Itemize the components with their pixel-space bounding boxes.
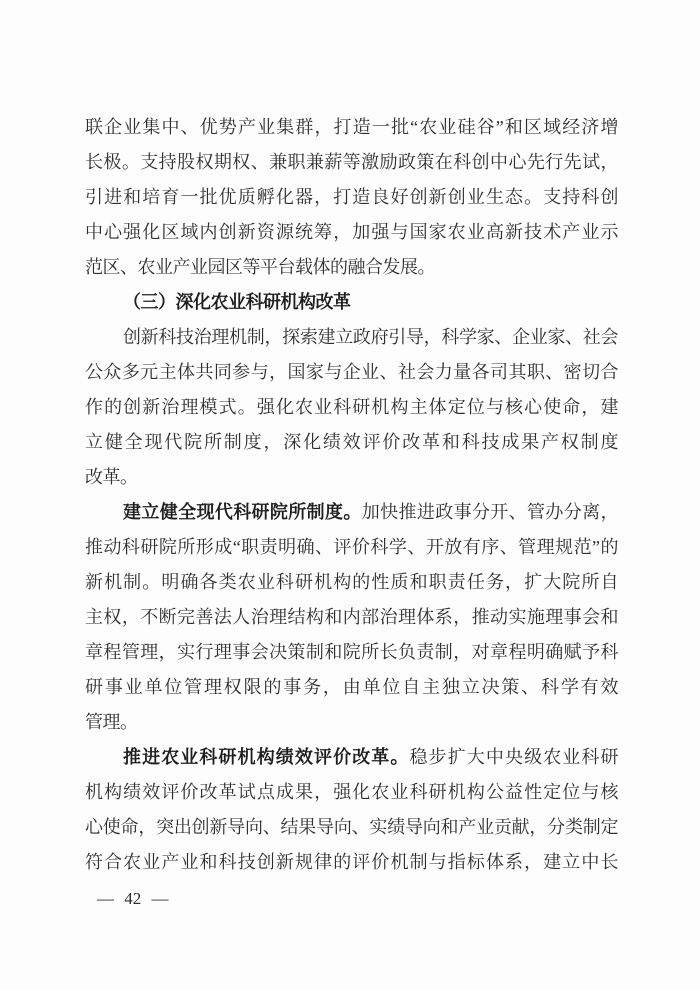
- paragraph-lead-line: [85, 495, 618, 530]
- line-text: 立健全现代院所制度，深化绩效评价改革和科技成果产权制度: [85, 432, 618, 452]
- line-text: 引进和培育一批优质孵化器，打造良好创新创业生态。支持科创: [85, 187, 618, 207]
- line-text: 符合农业产业和科技创新规律的评价机制与指标体系，建立中长: [85, 852, 618, 872]
- line-text: 加快推进政事分开、管办分离，: [361, 502, 618, 522]
- bold-lead-text: 建立健全现代科研院所制度。: [123, 502, 362, 522]
- line-text: 新机制。明确各类农业科研机构的性质和职责任务，扩大院所自: [85, 572, 618, 592]
- line-text: 主权，不断完善法人治理结构和内部治理体系，推动实施理事会和: [85, 607, 618, 627]
- text-line: [85, 390, 618, 425]
- text-line: [85, 145, 618, 180]
- line-text: 心使命，突出创新导向、结果导向、实绩导向和产业贡献，分类制定: [85, 817, 618, 837]
- line-text: 改革。: [85, 467, 138, 487]
- text-line: [85, 670, 618, 705]
- line-text: 管理。: [85, 712, 138, 732]
- line-text: 章程管理，实行理事会决策制和院所长负责制，对章程明确赋予科: [85, 642, 618, 662]
- text-line: [85, 425, 618, 460]
- line-text: 公众多元主体共同参与，国家与企业、社会力量各司其职、密切合: [85, 362, 618, 382]
- line-text: 研事业单位管理权限的事务，由单位自主独立决策、科学有效: [85, 677, 618, 697]
- line-text: 推动科研院所形成“职责明确、评价科学、开放有序、管理规范”的: [85, 537, 618, 557]
- text-line: [85, 600, 618, 635]
- line-text: 联企业集中、优势产业集群，打造一批“农业硅谷”和区域经济增: [85, 117, 618, 137]
- text-line: [85, 810, 618, 845]
- line-text: 稳步扩大中央级农业科研: [409, 747, 618, 767]
- line-text: 中心强化区域内创新资源统筹，加强与国家农业高新技术产业示: [85, 222, 618, 242]
- line-text: 机构绩效评价改革试点成果，强化农业科研机构公益性定位与核: [85, 782, 618, 802]
- text-line: [85, 355, 618, 390]
- text-line: [85, 565, 618, 600]
- text-line: [85, 110, 618, 145]
- line-text: 创新科技治理机制，探索建立政府引导，科学家、企业家、社会: [123, 327, 618, 347]
- text-line: [85, 705, 618, 740]
- text-line: [85, 320, 618, 355]
- line-text: （三）深化农业科研机构改革: [123, 292, 351, 312]
- document-text: [85, 110, 618, 880]
- text-line: [85, 250, 618, 285]
- text-line: [85, 215, 618, 250]
- text-line: [85, 460, 618, 495]
- text-line: [85, 845, 618, 880]
- bold-lead-text: 推进农业科研机构绩效评价改革。: [123, 747, 410, 767]
- text-line: [85, 180, 618, 215]
- line-text: 长极。支持股权期权、兼职兼薪等激励政策在科创中心先行先试，: [85, 152, 618, 172]
- page-number: — 42 —: [97, 889, 169, 908]
- line-text: 作的创新治理模式。强化农业科研机构主体定位与核心使命，建: [85, 397, 618, 417]
- paragraph-lead-line: [85, 740, 618, 775]
- text-line: [85, 635, 618, 670]
- text-line: [85, 530, 618, 565]
- section-heading: [85, 285, 618, 320]
- text-line: [85, 775, 618, 810]
- line-text: 范区、农业产业园区等平台载体的融合发展。: [85, 257, 435, 277]
